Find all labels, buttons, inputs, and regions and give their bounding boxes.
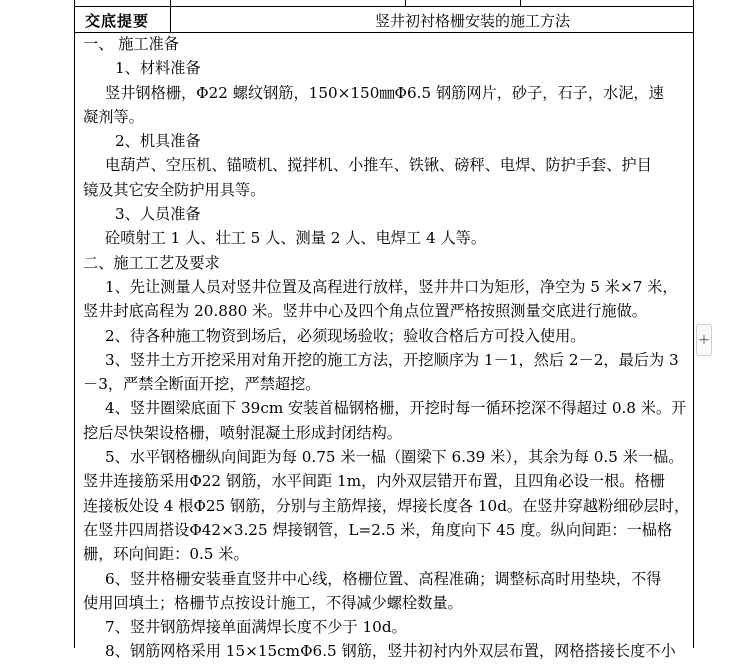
paragraph-line: 连接板处设 4 根Φ25 钢筋，分别与主筋焊接，焊接长度各 10d。在竖井穿越粉细砂层时， bbox=[83, 496, 690, 515]
paragraph-line: 2、待各种施工物资到场后，必须现场验收；验收合格后方可投入使用。 bbox=[105, 326, 586, 345]
document-page bbox=[74, 0, 694, 661]
divider bbox=[170, 0, 171, 6]
paragraph-line: 4、竖井圈梁底面下 39cm 安装首榀钢格栅，开挖时每一循环挖深不得超过 0.8 米。开 bbox=[105, 399, 687, 418]
paragraph-line: 栅，环向间距：0.5 米。 bbox=[83, 545, 249, 564]
summary-value: 竖井初衬格栅安装的施工方法 bbox=[375, 12, 571, 30]
paragraph-line: 在竖井四周搭设Φ42×3.25 焊接钢管，L=2.5 米，角度向下 45 度。纵向间距：一榀格 bbox=[83, 520, 673, 539]
subsection-heading: 1、材料准备 bbox=[115, 59, 201, 78]
paragraph-line: 7、竖井钢筋焊接单面满焊长度不少于 10d。 bbox=[105, 618, 407, 637]
paragraph-line: 竖井连接筋采用Φ22 钢筋，水平间距 1m，内外双层错开布置，且四角必设一根。格栅 bbox=[83, 472, 665, 491]
header-cut-row bbox=[75, 0, 693, 7]
add-button[interactable]: + bbox=[696, 324, 712, 356]
section-heading: 一、 施工准备 bbox=[83, 35, 179, 53]
section-heading: 二、施工工艺及要求 bbox=[83, 253, 220, 272]
paragraph-line: 8、钢筋网格采用 15×15cmΦ6.5 钢筋，竖井初衬内外双层布置，网格搭接长度不小 bbox=[105, 642, 676, 661]
paragraph-line: 镜及其它安全防护用具等。 bbox=[83, 180, 266, 199]
paragraph-line: 使用回填土；格栅节点按设计施工，不得减少螺栓数量。 bbox=[83, 593, 463, 612]
paragraph-line: 3、竖井土方开挖采用对角开挖的施工方法，开挖顺序为 1－1，然后 2－2，最后为 3 bbox=[105, 350, 679, 369]
paragraph-line: 砼喷射工 1 人、壮工 5 人、测量 2 人、电焊工 4 人等。 bbox=[105, 229, 487, 248]
paragraph-line: 竖井封底高程为 20.880 米。竖井中心及四个角点位置严格按照测量交底进行施做。 bbox=[83, 302, 647, 321]
paragraph-line: 5、水平钢格栅纵向间距为每 0.75 米一榀（圈梁下 6.39 米），其余为每 0.5 米一榀。 bbox=[105, 448, 684, 467]
paragraph-line: 电葫芦、空压机、锚喷机、搅拌机、小推车、铁锹、磅秤、电焊、防护手套、护目 bbox=[105, 156, 652, 175]
summary-row bbox=[75, 7, 693, 33]
divider bbox=[405, 0, 406, 6]
document-body bbox=[75, 32, 693, 664]
paragraph-line: 凝剂等。 bbox=[83, 107, 144, 126]
subsection-heading: 3、人员准备 bbox=[115, 205, 201, 224]
paragraph-line: 1、先让测量人员对竖井位置及高程进行放样，竖井井口为矩形，净空为 5 米×7 米， bbox=[105, 277, 678, 296]
divider bbox=[520, 0, 521, 6]
divider bbox=[170, 7, 171, 32]
paragraph-line: 6、竖井格栅安装垂直竖井中心线，格栅位置、高程准确；调整标高时用垫块，不得 bbox=[105, 569, 662, 588]
paragraph-line: －3，严禁全断面开挖，严禁超挖。 bbox=[83, 375, 321, 394]
paragraph-line: 竖井钢格栅，Φ22 螺纹钢筋，150×150㎜Φ6.5 钢筋网片，砂子，石子，水泥，速 bbox=[105, 83, 664, 102]
summary-label: 交底提要 bbox=[85, 12, 150, 30]
subsection-heading: 2、机具准备 bbox=[115, 132, 201, 151]
paragraph-line: 挖后尽快架设格栅，喷射混凝土形成封闭结构。 bbox=[83, 423, 402, 442]
